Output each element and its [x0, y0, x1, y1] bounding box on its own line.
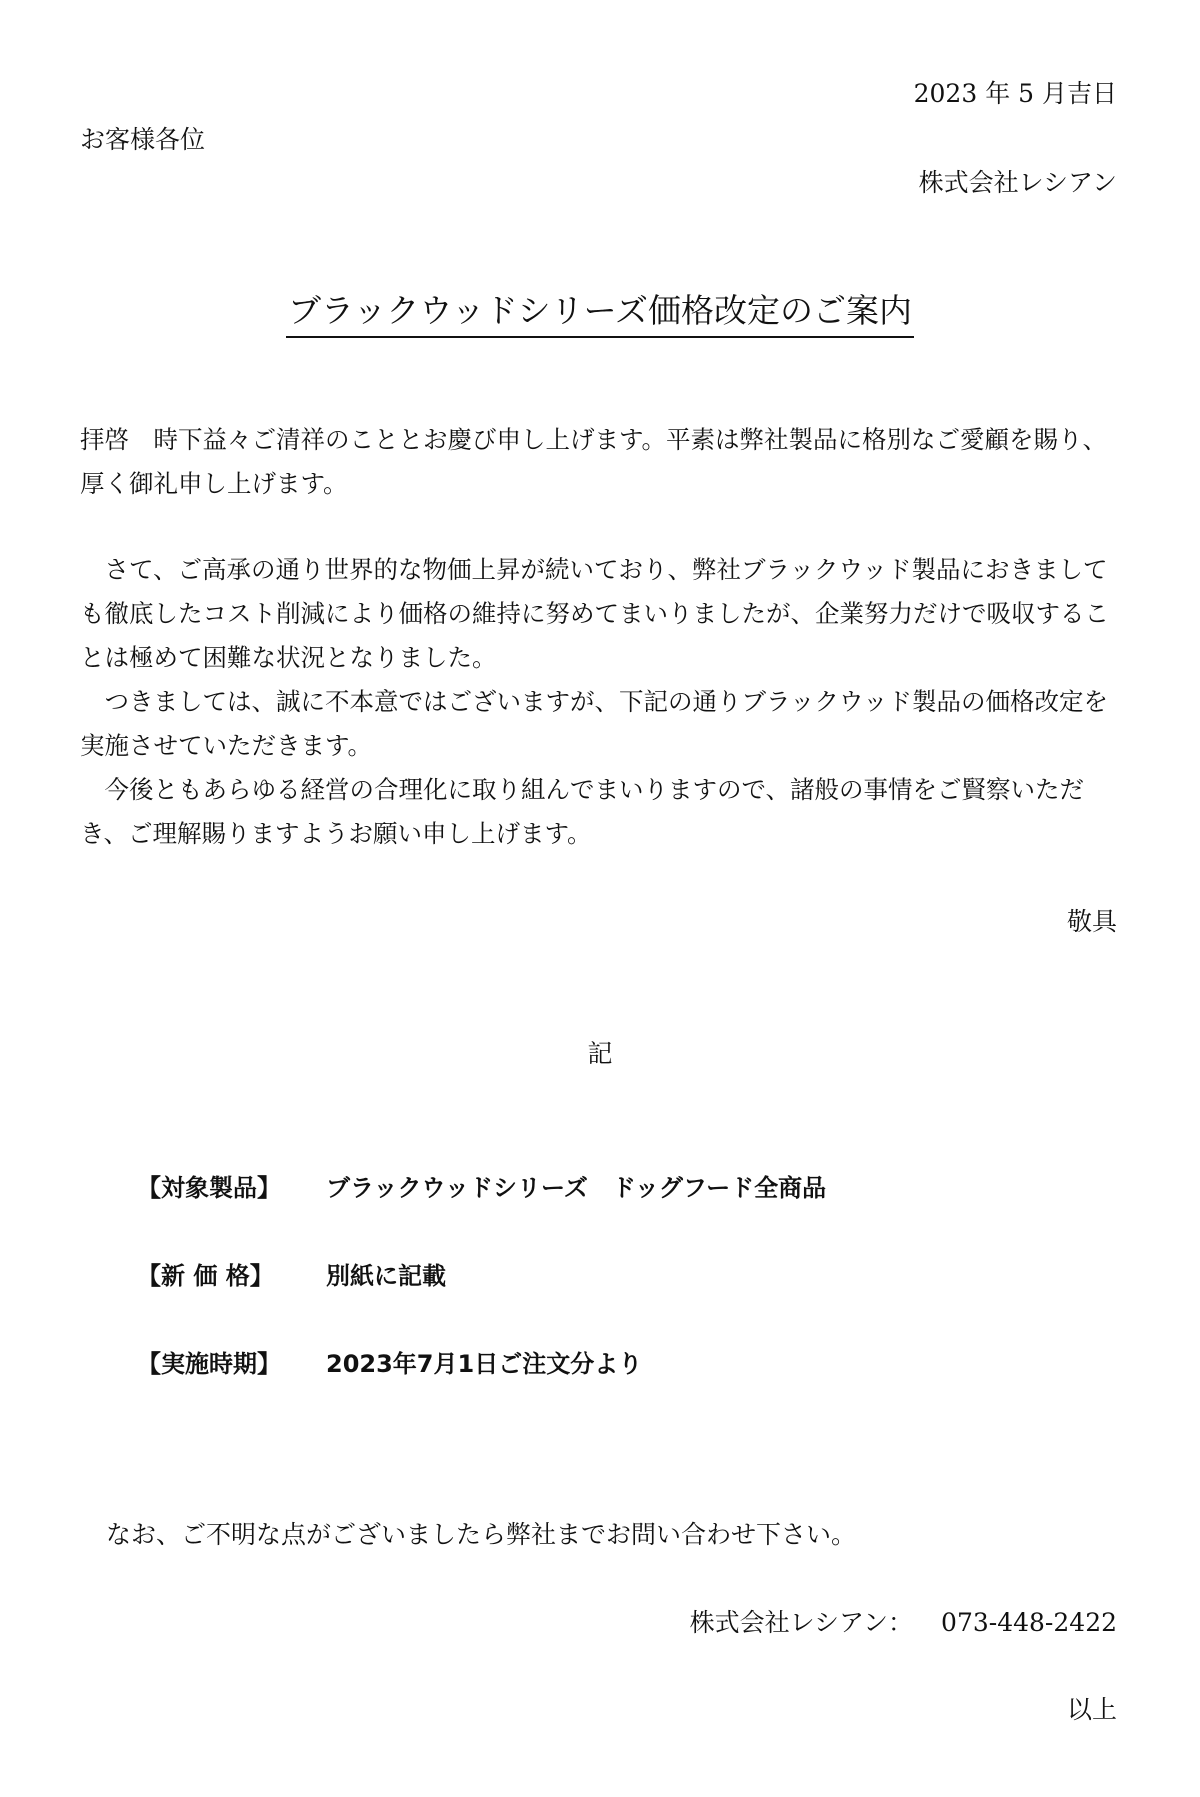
contact-line: [690, 1603, 1117, 1639]
body-paragraph-3: 今後ともあらゆる経営の合理化に取り組んでまいりますので、諸般の事情をご賢察いただき、ご理解賜りますようお願い申し上げます。: [80, 775, 1085, 848]
body-paragraph-2: つきましては、誠に不本意ではございますが、下記の通りブラックウッド製品の価格改定を実施させていただきます。: [80, 687, 1109, 760]
sender-company: 株式会社レシアン: [918, 168, 1117, 197]
recipient: お客様各位: [80, 125, 206, 154]
closing-ijou: 以上: [1066, 1695, 1117, 1724]
contact-phone: 073-448-2422: [941, 1608, 1117, 1637]
body-paragraph-1: さて、ご高承の通り世界的な物価上昇が続いており、弊社ブラックウッド製品におきましても徹底したコスト削減により価格の維持に努めてまいりましたが、企業努力だけで吸収することは極めて困難な状況となりました。: [80, 555, 1109, 672]
item-label-new-price: 【新 価 格】: [137, 1262, 274, 1290]
item-value-effective-date: 2023年7月1日ご注文分より: [326, 1350, 643, 1378]
letter-title: ブラックウッドシリーズ価格改定のご案内: [286, 285, 914, 338]
item-value-target-products: ブラックウッドシリーズ ドッグフード全商品: [326, 1174, 827, 1202]
inquiry-note: なお、ご不明な点がございましたら弊社までお問い合わせ下さい。: [106, 1520, 857, 1549]
item-value-new-price: 別紙に記載: [326, 1262, 446, 1290]
greeting-paragraph: 拝啓 時下益々ご清祥のこととお慶び申し上げます。平素は弊社製品に格別なご愛顧を賜り、厚く御礼申し上げます。: [80, 425, 1108, 498]
closing-keigu: 敬具: [1066, 907, 1117, 936]
contact-company: 株式会社レシアン：: [689, 1608, 914, 1637]
letter-title-wrapper: [0, 285, 1200, 338]
item-label-effective-date: 【実施時期】: [137, 1350, 281, 1378]
letter-date: 2023 年 5 月吉日: [913, 79, 1117, 108]
item-label-target-products: 【対象製品】: [137, 1174, 281, 1202]
ki-heading: 記: [587, 1039, 613, 1068]
body-paragraphs: [80, 548, 1120, 856]
